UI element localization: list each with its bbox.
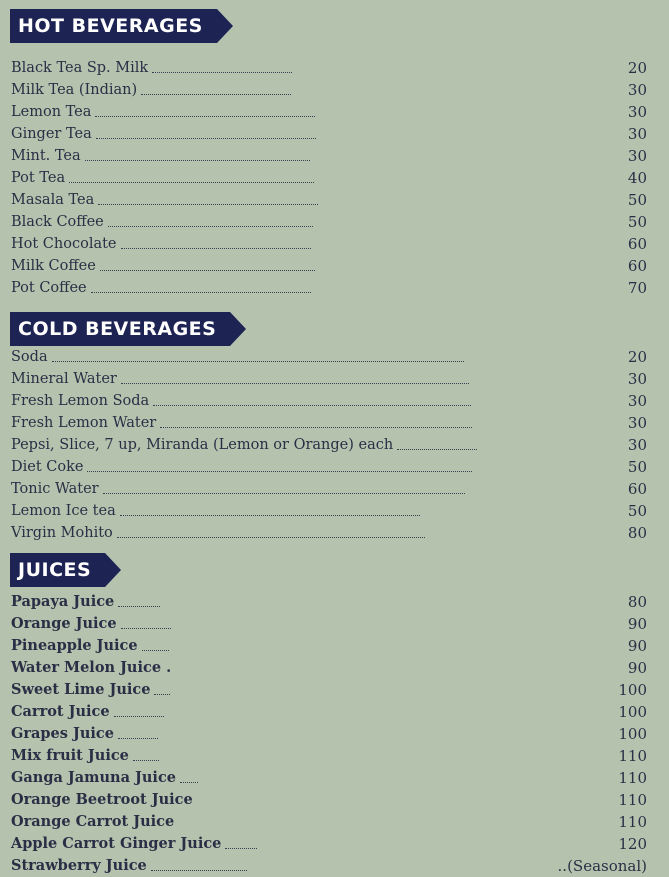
menu-item [0, 79, 669, 101]
menu-item-name: Orange Carrot Juice [11, 813, 175, 830]
dot-leader [141, 94, 291, 95]
menu-item-name: Milk Tea (Indian) [11, 82, 138, 98]
menu-item-name: Ganga Jamuna Juice [11, 769, 176, 786]
menu-item-price: 30 [627, 370, 647, 388]
menu-item [0, 434, 669, 456]
menu-item-price: 90 [627, 637, 647, 655]
menu-item [0, 522, 669, 544]
dot-leader [121, 628, 171, 629]
dot-leader [98, 204, 318, 205]
menu-item [0, 189, 669, 211]
banner-arrow-icon [105, 553, 121, 587]
menu-item [0, 346, 669, 368]
menu-item-price: 30 [627, 392, 647, 410]
menu-item [0, 855, 669, 877]
menu-item [0, 456, 669, 478]
menu-item-price: 90 [627, 615, 647, 633]
menu-item [0, 123, 669, 145]
dot-leader [103, 493, 465, 494]
menu-item-price: 80 [627, 524, 647, 542]
menu-item-name: Black Tea Sp. Milk [11, 60, 149, 76]
juices-list [0, 591, 669, 877]
dot-leader [397, 449, 477, 450]
dot-leader [87, 471, 472, 472]
dot-leader [121, 248, 311, 249]
section-banner [10, 553, 105, 587]
menu-item-price: 50 [627, 502, 647, 520]
banner-arrow-icon [217, 9, 233, 43]
menu-item [0, 368, 669, 390]
dot-leader [121, 383, 469, 384]
menu-item-price: 120 [618, 835, 647, 853]
menu-item [0, 211, 669, 233]
menu-item-price: 50 [627, 458, 647, 476]
menu-item-price: 30 [627, 81, 647, 99]
cold-beverages-list [0, 346, 669, 544]
menu-item-price: 90 [627, 659, 647, 677]
menu-item-price: 110 [618, 747, 647, 765]
menu-item-name: Water Melon Juice . [11, 659, 172, 676]
dot-leader [118, 606, 160, 607]
menu-item [0, 789, 669, 811]
menu-item-name: Mineral Water [11, 371, 117, 387]
dot-leader [108, 226, 313, 227]
menu-item [0, 745, 669, 767]
menu-item-name: Hot Chocolate [11, 236, 117, 252]
menu-item-price: 60 [627, 235, 647, 253]
menu-item-name: Lemon Ice tea [11, 503, 116, 519]
menu-item-name: Milk Coffee [11, 258, 96, 274]
dot-leader [120, 515, 420, 516]
menu-item-price: 20 [627, 348, 647, 366]
menu-item-name: Pot Tea [11, 170, 66, 186]
menu-item [0, 145, 669, 167]
dot-leader [69, 182, 314, 183]
menu-item-price: 30 [627, 414, 647, 432]
menu-item-name: Diet Coke [11, 459, 84, 475]
menu-item [0, 412, 669, 434]
menu-item-name: Orange Beetroot Juice [11, 791, 193, 808]
menu-item-price: 30 [627, 147, 647, 165]
menu-item-name: Sweet Lime Juice [11, 681, 151, 698]
menu-item-name: Soda [11, 349, 48, 365]
menu-item [0, 277, 669, 299]
dot-leader [96, 138, 316, 139]
menu-item-price: 50 [627, 191, 647, 209]
menu-item [0, 57, 669, 79]
section-banner [10, 9, 217, 43]
menu-item-name: Mint. Tea [11, 148, 81, 164]
banner-arrow-icon [230, 312, 246, 346]
dot-leader [85, 160, 310, 161]
section-title: JUICES [10, 553, 105, 587]
menu-item-name: Tonic Water [11, 481, 99, 497]
juices-section [0, 553, 669, 877]
menu-item-name: Apple Carrot Ginger Juice [11, 835, 222, 852]
menu-item-price: 30 [627, 436, 647, 454]
menu-item [0, 390, 669, 412]
dot-leader [95, 116, 315, 117]
dot-leader [114, 716, 164, 717]
hot-beverages-list [0, 57, 669, 299]
dot-leader [152, 72, 292, 73]
menu-item [0, 811, 669, 833]
menu-item-price: 30 [627, 125, 647, 143]
menu-item-price: 100 [618, 703, 647, 721]
menu-item [0, 101, 669, 123]
menu-item-price: 30 [627, 103, 647, 121]
menu-item-name: Fresh Lemon Soda [11, 393, 150, 409]
menu-item [0, 591, 669, 613]
menu-item-name: Masala Tea [11, 192, 95, 208]
dot-leader [91, 292, 311, 293]
menu-item-price: 80 [627, 593, 647, 611]
menu-item [0, 701, 669, 723]
menu-item-name: Pot Coffee [11, 280, 87, 296]
menu-item [0, 167, 669, 189]
menu-item-name: Lemon Tea [11, 104, 92, 120]
menu-item-price: 60 [627, 480, 647, 498]
menu-item-name: Black Coffee [11, 214, 104, 230]
menu-item [0, 635, 669, 657]
menu-item-name: Grapes Juice [11, 725, 114, 742]
menu-item-price: 110 [618, 813, 647, 831]
menu-item [0, 833, 669, 855]
menu-item [0, 478, 669, 500]
menu-item [0, 679, 669, 701]
dot-leader [117, 537, 425, 538]
menu-item-price: 60 [627, 257, 647, 275]
section-banner [10, 312, 230, 346]
cold-beverages-section [0, 312, 669, 544]
menu-item-price: 50 [627, 213, 647, 231]
menu-item-name: Orange Juice [11, 615, 117, 632]
dot-leader [133, 760, 159, 761]
menu-item-price: 40 [627, 169, 647, 187]
menu-item-price: 100 [618, 725, 647, 743]
section-title: HOT BEVERAGES [10, 9, 217, 43]
menu-item [0, 255, 669, 277]
menu-item-name: Ginger Tea [11, 126, 92, 142]
dot-leader [154, 694, 170, 695]
dot-leader [142, 650, 169, 651]
menu-item-price: 100 [618, 681, 647, 699]
menu-item-price: 110 [618, 769, 647, 787]
menu-item-price: 110 [618, 791, 647, 809]
dot-leader [52, 361, 464, 362]
menu-item [0, 657, 669, 679]
menu-item [0, 767, 669, 789]
menu-item-name: Mix fruit Juice [11, 747, 129, 764]
dot-leader [100, 270, 315, 271]
menu-item-name: Pineapple Juice [11, 637, 138, 654]
menu-item-name: Pepsi, Slice, 7 up, Miranda (Lemon or Orange) each [11, 437, 394, 453]
dot-leader [180, 782, 198, 783]
dot-leader [118, 738, 158, 739]
dot-leader [153, 405, 471, 406]
menu-item-price: 20 [627, 59, 647, 77]
dot-leader [151, 870, 247, 871]
menu-item [0, 723, 669, 745]
menu-item-name: Strawberry Juice [11, 857, 147, 874]
section-title: COLD BEVERAGES [10, 312, 230, 346]
dot-leader [160, 427, 472, 428]
hot-beverages-section [0, 9, 669, 299]
menu-item [0, 500, 669, 522]
menu-item-name: Fresh Lemon Water [11, 415, 157, 431]
menu-item [0, 613, 669, 635]
menu-item-price: 70 [627, 279, 647, 297]
menu-item-name: Carrot Juice [11, 703, 110, 720]
dot-leader [225, 848, 257, 849]
menu-item-name: Papaya Juice [11, 593, 115, 610]
menu-item [0, 233, 669, 255]
menu-item-price: ..(Seasonal) [557, 857, 647, 875]
menu-item-name: Virgin Mohito [11, 525, 113, 541]
